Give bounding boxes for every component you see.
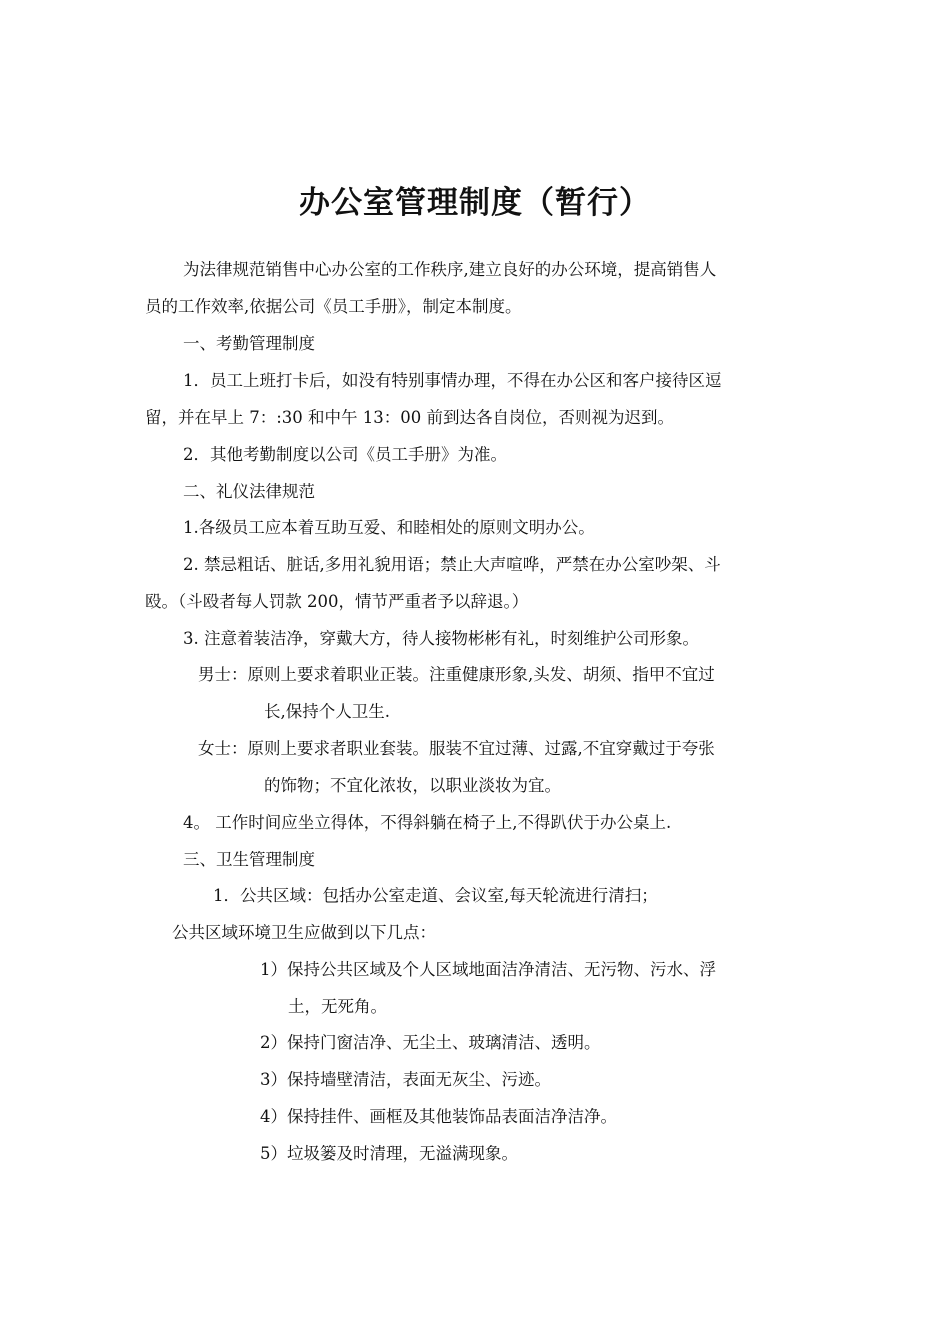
section-3-point-3-text: 3）保持墙壁清洁，表面无灰尘、污迹。 [260, 1070, 551, 1089]
section-1-item-2 [183, 443, 507, 467]
section-3-point-2-text: 2）保持门窗洁净、无尘土、玻璃清洁、透明。 [260, 1033, 601, 1052]
intro-line-2-text: 员的工作效率,依据公司《员工手册》，制定本制度。 [145, 297, 522, 316]
section-2-women-line-2-text: 的饰物；不宜化浓妆，以职业淡妆为宜。 [264, 776, 561, 795]
section-3-heading [183, 848, 315, 872]
section-2-men-line-1-text: 男士：原则上要求着职业正装。注重健康形象,头发、胡须、指甲不宜过 [198, 665, 715, 684]
intro-line-1-text: 为法律规范销售中心办公室的工作秩序,建立良好的办公环境，提高销售人 [183, 260, 717, 279]
section-1-item-1-line-1-text: 1．员工上班打卡后，如没有特别事情办理，不得在办公区和客户接待区逗 [183, 371, 722, 390]
section-3-item-1 [213, 884, 658, 908]
section-1-item-2-text: 2．其他考勤制度以公司《员工手册》为准。 [183, 445, 507, 464]
intro-line-2 [145, 295, 522, 319]
section-2-item-2-line-2 [145, 590, 528, 614]
section-1-heading-text: 一、考勤管理制度 [183, 334, 315, 353]
document-title: 办公室管理制度（暂行） [299, 185, 651, 221]
section-2-heading [183, 480, 315, 504]
section-2-item-4-text: 4。 工作时间应坐立得体，不得斜躺在椅子上,不得趴伏于办公桌上. [183, 813, 672, 832]
section-3-point-4 [260, 1105, 617, 1129]
section-3-subheading [172, 921, 436, 945]
section-3-item-1-text: 1．公共区域：包括办公室走道、会议室,每天轮流进行清扫； [213, 886, 658, 905]
section-1-item-1-line-2 [145, 406, 674, 430]
section-3-point-1-line-2 [288, 995, 387, 1019]
section-2-item-1 [183, 516, 595, 540]
section-2-item-3 [183, 627, 699, 651]
section-3-heading-text: 三、卫生管理制度 [183, 850, 315, 869]
section-2-heading-text: 二、礼仪法律规范 [183, 482, 315, 501]
section-3-point-1-line-2-text: 土，无死角。 [288, 997, 387, 1016]
section-3-subheading-text: 公共区域环境卫生应做到以下几点： [172, 923, 436, 942]
section-2-women-line-2 [264, 774, 561, 798]
section-3-point-1-line-1 [260, 958, 716, 982]
section-3-point-4-text: 4）保持挂件、画框及其他装饰品表面洁净洁净。 [260, 1107, 617, 1126]
section-3-point-2 [260, 1031, 601, 1055]
section-2-item-2-line-1-text: 2. 禁忌粗话、脏话,多用礼貌用语；禁止大声喧哗，严禁在办公室吵架、斗 [183, 555, 721, 574]
section-2-item-1-text: 1.各级员工应本着互助互爱、和睦相处的原则文明办公。 [183, 518, 595, 537]
section-2-women-line-1-text: 女士：原则上要求者职业套装。服装不宜过薄、过露,不宜穿戴过于夸张 [198, 739, 715, 758]
section-2-men-line-2 [264, 700, 390, 724]
section-1-heading [183, 332, 315, 356]
section-3-point-3 [260, 1068, 551, 1092]
section-1-item-1-line-2-text: 留，并在早上 7：:30 和中午 13：00 前到达各自岗位，否则视为迟到。 [145, 408, 675, 427]
section-1-item-1-line-1 [183, 369, 722, 393]
section-3-point-5-text: 5）垃圾篓及时清理，无溢满现象。 [260, 1144, 518, 1163]
section-2-item-2-line-1 [183, 553, 721, 577]
section-2-item-3-text: 3. 注意着装洁净，穿戴大方，待人接物彬彬有礼，时刻维护公司形象。 [183, 629, 699, 648]
section-3-point-1-line-1-text: 1）保持公共区域及个人区域地面洁净清洁、无污物、污水、浮 [260, 960, 716, 979]
section-2-men-line-1 [198, 663, 715, 687]
section-2-item-2-line-2-text: 殴。（斗殴者每人罚款 200，情节严重者予以辞退。） [145, 592, 529, 611]
intro-line-1 [183, 258, 716, 282]
section-2-item-4 [183, 811, 671, 835]
section-2-women-line-1 [198, 737, 715, 761]
section-2-men-line-2-text: 长,保持个人卫生. [264, 702, 390, 721]
section-3-point-5 [260, 1142, 518, 1166]
